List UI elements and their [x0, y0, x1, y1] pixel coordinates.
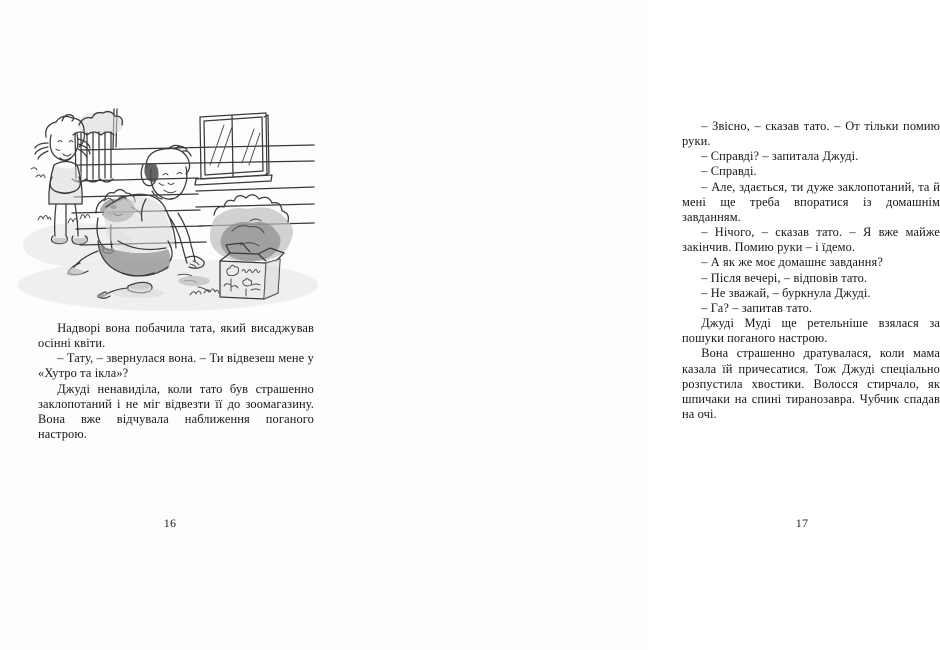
illustration-garden-scene: [18, 95, 314, 310]
right-page: [325, 0, 940, 650]
paragraph: Надворі вона побачила тата, який висаджував осінні квіти.: [38, 321, 314, 351]
right-page-text: [682, 119, 940, 422]
paragraph: – Після вечері, – відповів тато.: [701, 270, 868, 285]
page-number-left: 16: [163, 516, 177, 530]
paragraph: – Справді? – запитала Джуді.: [701, 149, 859, 164]
paragraph: – Нічого, – сказав тато. – Я вже майже закінчив. Помию руки – і їдемо.: [682, 225, 940, 255]
paragraph: Джуді ненавиділа, коли тато був страшенно заклопотаний і не міг відвезти її до зоомагазину. Вона вже відчувала наближення поганого настрою.: [38, 381, 314, 442]
illustration-svg: [18, 95, 314, 310]
paragraph: – Тату, – звернулася вона. – Ти відвезеш мене у «Хутро та ікла»?: [38, 351, 314, 381]
window: [195, 113, 272, 185]
paragraph: Джуді Муді ще ретельніше взялася за пошуки поганого настрою.: [682, 316, 940, 346]
left-page: [0, 0, 325, 650]
page-number-right: 17: [795, 516, 809, 530]
paragraph: – Га? – запитав тато.: [701, 300, 813, 315]
paragraph: – Звісно, – сказав тато. – От тільки помию руки.: [682, 119, 940, 149]
paragraph: – А як же моє домашнє завдання?: [701, 255, 883, 270]
paragraph: – Не зважай, – буркнула Джуді.: [701, 285, 871, 300]
paragraph: – Але, здається, ти дуже заклопотаний, та й мені ще треба впоратися із домашнім завданням.: [682, 179, 940, 224]
paragraph: Вона страшенно дратувалася, коли мама казала їй причесатися. Тож Джуді спеціально розпустила хвостики. Волосся стирчало, як шпичаки на спині тиранозавра. Чубчик спадав на очі.: [682, 346, 940, 421]
paragraph: – Справді.: [701, 164, 757, 179]
left-page-text: [38, 321, 314, 442]
